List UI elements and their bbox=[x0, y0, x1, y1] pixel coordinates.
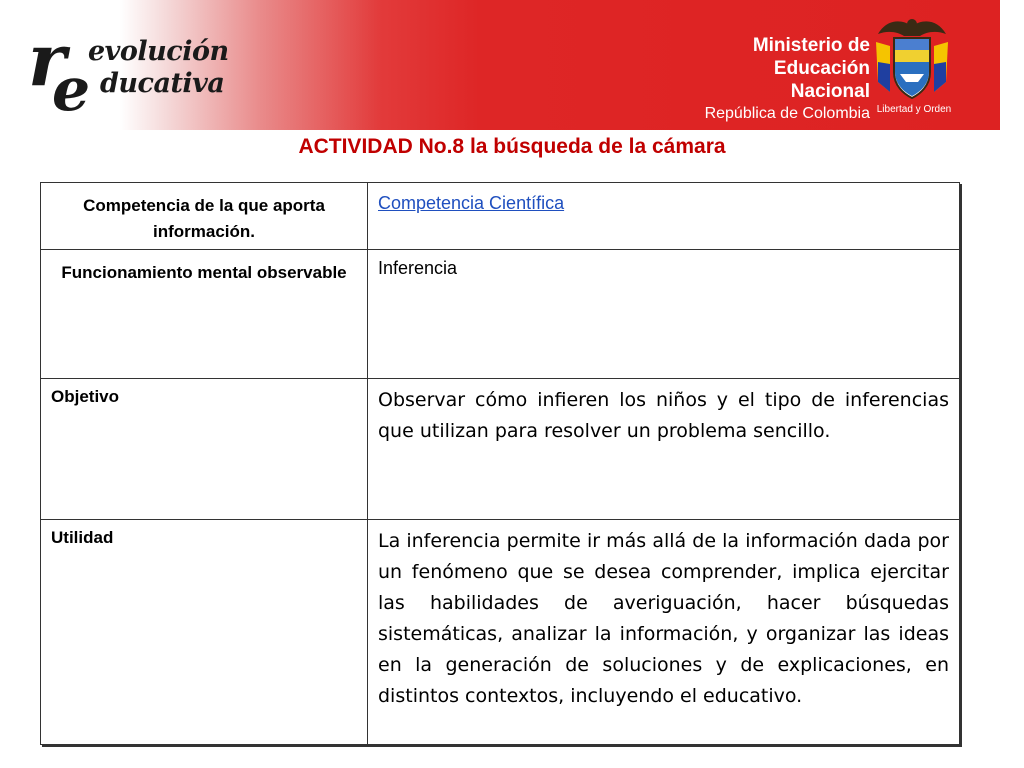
row-label: Funcionamiento mental observable bbox=[41, 250, 368, 379]
motto: Libertad y Orden bbox=[876, 104, 952, 115]
logo-text-line2: ducativa bbox=[100, 68, 225, 99]
row-label: Objetivo bbox=[41, 379, 368, 520]
row-label: Competencia de la que aporta información. bbox=[41, 183, 368, 250]
table-row bbox=[41, 183, 960, 250]
logo-letter-r: r bbox=[28, 17, 66, 102]
logo-letter-e: e bbox=[52, 55, 91, 125]
ministry-line1: Ministerio de bbox=[752, 35, 870, 56]
ministry-line3: República de Colombia bbox=[704, 105, 870, 122]
ministry-name bbox=[690, 34, 870, 125]
page-title: ACTIVIDAD No.8 la búsqueda de la cámara bbox=[298, 135, 726, 158]
competencia-link[interactable]: Competencia Científica bbox=[368, 183, 960, 250]
activity-table bbox=[40, 182, 960, 745]
table-row bbox=[41, 379, 960, 520]
row-value: Observar cómo infieren los niños y el tipo de inferencias que utilizan para resolver un problema sencillo. bbox=[368, 379, 960, 520]
ministry-line2: Educación Nacional bbox=[773, 58, 870, 102]
revolucion-educativa-logo bbox=[28, 17, 248, 125]
row-value: Inferencia bbox=[368, 250, 960, 379]
table-row bbox=[41, 250, 960, 379]
coat-of-arms-icon bbox=[872, 12, 952, 104]
logo-text-line1: evolución bbox=[88, 36, 229, 67]
row-label: Utilidad bbox=[41, 520, 368, 745]
table-row bbox=[41, 520, 960, 745]
row-value: La inferencia permite ir más allá de la información dada por un fenómeno que se desea comprender, implica ejercitar las habilidades de averiguación, hacer búsquedas sistemáticas, analizar la información, y organizar las ideas en la generación de soluciones y de explicaciones, en distintos contextos, incluyendo el educativo. bbox=[368, 520, 960, 745]
